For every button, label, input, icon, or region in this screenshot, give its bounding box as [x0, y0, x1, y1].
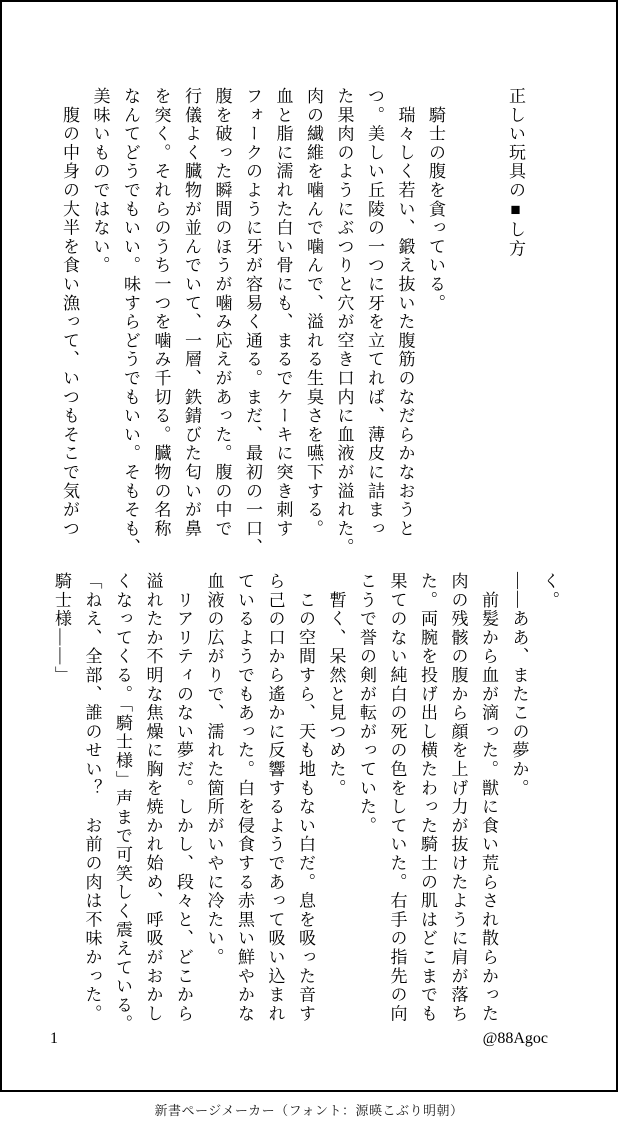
generator-caption: 新書ページメーカー（フォント：源暎こぶり明朝）	[154, 1103, 464, 1118]
text-column: 騎士様――」	[52, 572, 71, 685]
text-column: この空間すら、天も地もない白だ。息を吸った音す	[296, 572, 315, 1024]
text-column: 溢れたか不明な焦燥に胸を焼かれ始め、呼吸がおかし	[143, 572, 163, 1024]
story-text-bottom-section	[46, 572, 565, 1034]
text-column: 行儀よく臓物が並んでいて、一層、鉄錆びた匂いが鼻	[182, 87, 201, 539]
text-column: 血液の広がりで、濡れた箇所がいやに冷たい。	[204, 572, 224, 967]
text-column: ら己の口から遙かに反響するようであって吸い込まれ	[265, 572, 285, 1024]
page-title: 正しい玩具の■し方	[506, 87, 525, 259]
text-column: 美味いものではない。	[90, 87, 110, 275]
text-column: た果肉のようにぶつりと穴が空き口内に血液が溢れた。	[334, 87, 354, 557]
text-column: 前髪から血が滴った。獣に食い荒らされ散らかった	[479, 572, 498, 1024]
text-column: ――ああ、またこの夢か。	[509, 572, 529, 798]
text-column: 暫く、呆然と見つめた。	[326, 572, 346, 798]
text-column: た。両腕を投げ出し横たわった騎士の肌はどこまでも	[418, 572, 437, 1024]
text-column: 腹の中身の大半を食い漁って、いつもそこで気がつ	[60, 87, 79, 539]
text-column: 果てのない純白の死の色をしていた。右手の指先の向	[387, 572, 407, 1024]
text-column: つ。美しい丘陵の一つに牙を立てれば、薄皮に詰まっ	[365, 87, 384, 539]
author-handle: @88Agoc	[482, 1030, 548, 1047]
text-column: 騎士の腹を貪っている。	[426, 87, 445, 313]
text-column: 血と脂に濡れた白い骨にも、まるでケーキに突き刺す	[273, 87, 293, 539]
text-column: 肉の残骸の腹から顔を上げ力が抜けたように肩が落ち	[448, 572, 468, 1024]
text-column: くなってくる。「騎士様」声まで可笑しく震えている。	[113, 572, 132, 1034]
text-column: 「ねえ、全部、誰のせい？ お前の肉は不味かった。	[82, 572, 102, 1024]
page-number: 1	[50, 1030, 58, 1047]
text-column: を突く。それらのうち一つを噛み千切る。臓物の名称	[151, 87, 171, 539]
text-column: 肉の繊維を噛んで噛んで、溢れる生臭さを嚥下する。	[304, 87, 323, 539]
text-column: 瑞々しく若い、鍛え抜いた腹筋のなだらかなおうと	[395, 87, 415, 539]
text-column: こうで誉の剣が転がっていた。	[357, 572, 376, 836]
text-column: フォークのように牙が容易く通る。まだ、最初の一口、	[243, 87, 262, 557]
text-column: 腹を破った瞬間のほうが噛み応えがあった。腹の中で	[212, 87, 232, 539]
text-column: リアリティのない夢だ。しかし、段々と、どこから	[174, 572, 193, 1024]
text-column: なんてどうでもいい。味すらどうでもいい。そもそも、	[121, 87, 140, 557]
story-text-top-section	[54, 87, 451, 557]
text-column: く。	[540, 572, 559, 610]
text-column: ているようでもあった。白を侵食する赤黒い鮮やかな	[235, 572, 254, 1024]
